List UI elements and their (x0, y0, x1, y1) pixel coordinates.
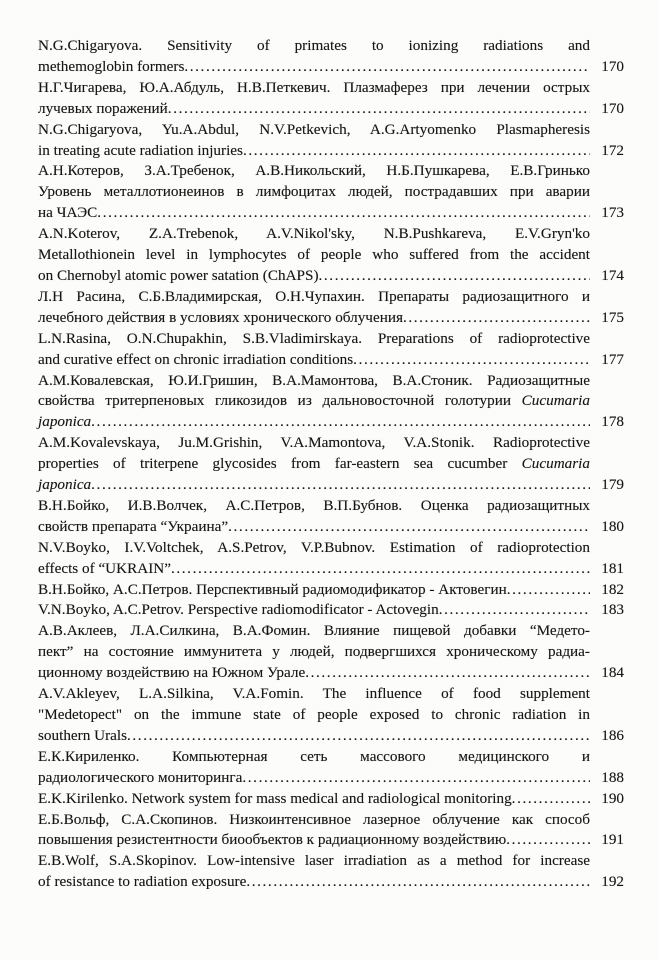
toc-entry (38, 747, 624, 789)
toc-final-text (38, 726, 127, 747)
toc-line (38, 851, 590, 872)
dot-leader (228, 517, 590, 538)
toc-final-line (38, 266, 624, 287)
dot-leader (168, 99, 590, 120)
toc-text: Е.Б.Вольф, С.А.Скопинов. Низкоинтенсивное лазерное облучение как способ (38, 810, 590, 828)
toc-final-line (38, 350, 624, 371)
toc-line (38, 433, 590, 454)
toc-line (38, 684, 590, 705)
toc-final-line (38, 475, 624, 496)
toc-text: на ЧАЭС (38, 204, 98, 222)
page-number: 174 (601, 266, 624, 284)
dot-leader (246, 872, 590, 893)
page-number: 170 (601, 99, 624, 117)
toc-final-line (38, 308, 624, 329)
toc-final-line (38, 517, 624, 538)
toc-text: Л.Н Расина, С.Б.Владимирская, О.Н.Чупахин. Препараты радиозащитного и (38, 287, 590, 305)
toc-final-line (38, 57, 624, 78)
page-number: 175 (601, 308, 624, 326)
toc-final-line (38, 141, 624, 162)
toc-final-line (38, 726, 624, 747)
toc-line (38, 329, 590, 350)
dot-leader (439, 600, 590, 621)
toc-final-text (38, 266, 319, 287)
toc-line (38, 36, 590, 57)
dot-leader (127, 726, 590, 747)
toc-text: свойств препарата “Украина” (38, 517, 229, 535)
toc-line (38, 391, 590, 412)
page-number: 173 (601, 204, 624, 222)
toc-final-text (38, 141, 243, 162)
dot-leader (243, 141, 590, 162)
page-number: 180 (601, 517, 624, 535)
toc-final-text (38, 789, 512, 810)
toc-final-text (38, 308, 403, 329)
dot-leader (353, 350, 590, 371)
dot-leader (507, 580, 590, 601)
toc-text: E.B.Wolf, S.A.Skopinov. Low-intensive laser irradiation as a method for increase (38, 852, 590, 870)
toc-line (38, 810, 590, 831)
dot-leader (171, 559, 590, 580)
toc-final-line (38, 872, 624, 893)
dot-leader (91, 475, 590, 496)
species-name-italic: japonica (38, 476, 92, 494)
toc-entry (38, 78, 624, 120)
toc-entry (38, 851, 624, 893)
toc-entry (38, 496, 624, 538)
toc-line (38, 538, 590, 559)
toc-entry (38, 161, 624, 224)
toc-text: А.Н.Котеров, З.А.Требенок, А.В.Никольский, Н.Б.Пушкарева, Е.В.Гринько (38, 162, 590, 180)
toc-text: A.V.Akleyev, L.A.Silkina, V.A.Fomin. The influence of food supplement (38, 685, 590, 703)
toc-final-line (38, 580, 624, 601)
toc-final-text (38, 475, 91, 496)
toc-entry (38, 433, 624, 496)
toc-entry (38, 810, 624, 852)
toc-text: N.G.Chigaryova, Yu.A.Abdul, N.V.Petkevich, A.G.Artyomenko Plasmapheresis (38, 120, 590, 138)
toc-final-text (38, 600, 439, 621)
page-number: 179 (601, 476, 624, 494)
toc-final-text (38, 203, 97, 224)
toc-final-text (38, 663, 305, 684)
dot-leader (97, 203, 590, 224)
toc-final-text (38, 99, 168, 120)
toc-entry (38, 224, 624, 287)
toc-text: southern Urals (38, 726, 127, 744)
toc-text: А.М.Ковалевская, Ю.И.Гришин, В.А.Мамонтова, В.А.Стоник. Радиозащитные (38, 371, 590, 389)
toc-entry (38, 120, 624, 162)
toc-final-line (38, 789, 624, 810)
toc-final-text (38, 580, 507, 601)
toc-text: Уровень металлотионеинов в лимфоцитах людей, пострадавших при аварии (38, 183, 590, 201)
toc-text: methemoglobin formers (38, 57, 185, 75)
dot-leader (512, 789, 590, 810)
toc-final-text (38, 412, 91, 433)
toc-line (38, 161, 590, 182)
toc-final-text (38, 559, 171, 580)
toc-entry (38, 36, 624, 78)
page-number: 178 (601, 413, 624, 431)
toc-entry (38, 287, 624, 329)
toc-text: A.N.Koterov, Z.A.Trebenok, A.V.Nikol'sky, N.B.Pushkareva, E.V.Gryn'ko (38, 225, 590, 243)
toc-entry (38, 621, 624, 684)
toc-entry (38, 371, 624, 434)
toc-text: of resistance to radiation exposure (38, 873, 247, 891)
toc-text: повышения резистентности биообъектов к радиационному воздействию (38, 831, 507, 849)
toc-final-line (38, 830, 624, 851)
page-number: 172 (601, 141, 624, 159)
toc-line (38, 182, 590, 203)
page-number: 181 (601, 559, 624, 577)
toc-final-text (38, 872, 246, 893)
toc-line (38, 621, 590, 642)
toc-text: радиологического мониторинга (38, 768, 243, 786)
toc-final-line (38, 663, 624, 684)
toc-final-text (38, 517, 228, 538)
dot-leader (184, 57, 590, 78)
toc-final-line (38, 600, 624, 621)
species-name-italic: japonica (38, 413, 92, 431)
toc-line (38, 371, 590, 392)
toc-line (38, 705, 590, 726)
toc-text: effects of “UKRAIN” (38, 559, 171, 577)
toc-text: Metallothionein level in lymphocytes of people who suffered from the accident (38, 246, 590, 264)
toc-text: Е.К.Кириленко. Компьютерная сеть массового медицинского и (38, 747, 590, 765)
toc-entry (38, 329, 624, 371)
dot-leader (403, 308, 590, 329)
toc-text: лечебного действия в условиях хронического облучения (38, 308, 403, 326)
toc-final-line (38, 412, 624, 433)
toc-final-line (38, 559, 624, 580)
toc-text: E.K.Kirilenko. Network system for mass medical and radiological monitoring (38, 789, 512, 807)
toc-entry (38, 538, 624, 580)
toc-final-text (38, 57, 184, 78)
toc-text: in treating acute radiation injuries (38, 141, 243, 159)
page-number: 177 (601, 350, 624, 368)
page-number: 182 (601, 580, 624, 598)
toc-final-text (38, 350, 353, 371)
toc-final-line (38, 99, 624, 120)
toc-entry (38, 789, 624, 810)
page-number: 183 (601, 601, 624, 619)
toc-text: N.G.Chigaryova. Sensitivity of primates to ionizing radiations and (38, 37, 590, 54)
toc-text: L.N.Rasina, O.N.Chupakhin, S.B.Vladimirskaya. Preparations of radioprotective (38, 329, 590, 347)
page-number: 191 (601, 831, 624, 849)
dot-leader (305, 663, 590, 684)
toc-line (38, 642, 590, 663)
species-name-italic: Cucumaria (521, 392, 590, 410)
toc-text: лучевых поражений (38, 99, 168, 117)
toc-line (38, 245, 590, 266)
toc-final-line (38, 768, 624, 789)
toc-text: А.В.Аклеев, Л.А.Силкина, В.А.Фомин. Влияние пищевой добавки “Медето- (38, 622, 590, 640)
page-number: 188 (601, 768, 624, 786)
toc-text: свойства тритерпеновых гликозидов из дальновосточной голотурии (38, 392, 522, 410)
dot-leader (91, 412, 590, 433)
toc-line (38, 78, 590, 99)
toc-text: В.Н.Бойко, А.С.Петров. Перспективный радиомодификатор - Актовегин (38, 580, 507, 598)
toc-text: and curative effect on chronic irradiation conditions (38, 350, 354, 368)
toc-text: properties of triterpene glycosides from far-eastern sea cucumber (38, 455, 522, 473)
toc-text: on Chernobyl atomic power satation (ChAPS) (38, 266, 319, 284)
toc-line (38, 224, 590, 245)
toc-line (38, 287, 590, 308)
toc-final-line (38, 203, 624, 224)
dot-leader (242, 768, 590, 789)
toc-text: Н.Г.Чигарева, Ю.А.Абдуль, Н.В.Петкевич. Плазмаферез при лечении острых (38, 78, 590, 96)
toc-text: пект” на состояние иммунитета у людей, подвергшихся хроническому радиа- (38, 643, 590, 661)
toc-text: N.V.Boyko, I.V.Voltchek, A.S.Petrov, V.P.Bubnov. Estimation of radioprotection (38, 538, 590, 556)
toc-line (38, 747, 590, 768)
toc-final-text (38, 830, 506, 851)
toc-entry (38, 600, 624, 621)
page-number: 192 (601, 873, 624, 891)
page-number: 184 (601, 664, 624, 682)
toc-text: ционному воздействию на Южном Урале (38, 664, 306, 682)
toc-final-text (38, 768, 242, 789)
toc-line (38, 496, 590, 517)
dot-leader (319, 266, 590, 287)
toc-entry (38, 684, 624, 747)
toc-text: A.M.Kovalevskaya, Ju.M.Grishin, V.A.Mamontova, V.A.Stonik. Radioprotective (38, 434, 590, 452)
toc-list (38, 36, 658, 893)
toc-line (38, 454, 590, 475)
toc-text: "Medetopect" on the immune state of people exposed to chronic radiation in (38, 706, 590, 723)
toc-text: В.Н.Бойко, И.В.Волчек, А.С.Петров, В.П.Бубнов. Оценка радиозащитных (38, 496, 590, 514)
page-number: 186 (601, 726, 624, 744)
species-name-italic: Cucumaria (521, 455, 590, 473)
dot-leader (506, 830, 590, 851)
toc-line (38, 120, 590, 141)
toc-entry (38, 580, 624, 601)
page-number: 190 (601, 789, 624, 807)
toc-text: V.N.Boyko, A.C.Petrov. Perspective radiomodificator - Actovegin (38, 601, 439, 619)
page-number: 170 (601, 57, 624, 75)
